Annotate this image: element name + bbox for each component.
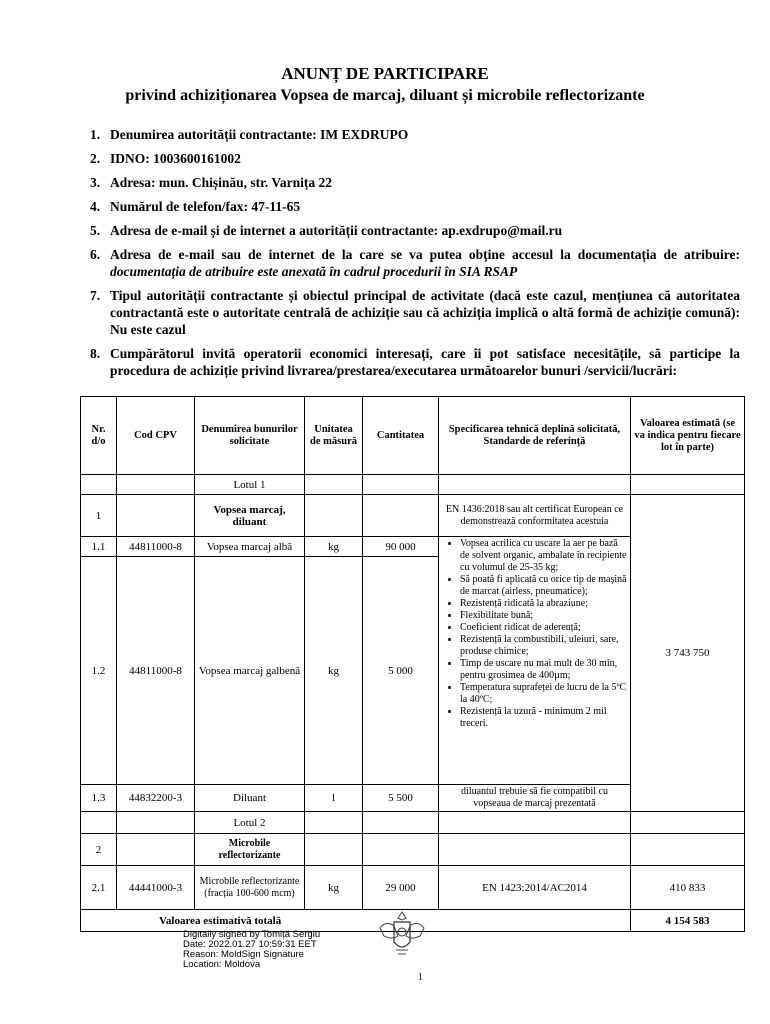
header-name: Denumirea bunurilor solicitate [195, 397, 305, 475]
group-spec: EN 1436:2018 sau alt certificat European ce demonstrează conformitatea acestuia [439, 495, 631, 537]
document-title: ANUNȚ DE PARTICIPARE [281, 64, 489, 83]
spec-item: • Flexibilitate bună; [460, 610, 627, 622]
row-nr: 1.2 [81, 557, 117, 785]
header-value: Valoarea estimată (se va indica pentru fiecare lot în parte) [631, 397, 745, 475]
info-list [90, 126, 740, 386]
row-name: Microbile reflectorizante (fracția 100-600 mcm) [195, 866, 305, 910]
item-text: Tipul autorității contractante și obiectul principal de activitate (dacă este cazul, mențiunea că autoritatea contractantă este o autoritate centrală de achiziție sau că achiziția implică o altă formă de achiziție comună): Nu este cazul [110, 288, 740, 337]
info-item-5 [90, 222, 740, 239]
item-text: Numărul de telefon/fax: 47-11-65 [110, 199, 301, 214]
item-number: 1. [90, 127, 101, 142]
table-row [81, 495, 745, 537]
goods-table [80, 396, 745, 932]
item-number: 5. [90, 223, 101, 238]
spec-item: • Rezistență ridicată la abraziune; [460, 598, 627, 610]
spec-item: • Rezistență la combustibili, uleiuri, sare, produse chimice; [460, 634, 627, 658]
header-spec: Specificarea tehnică deplină solicitată, Standarde de referință [439, 397, 631, 475]
item-text-italic: documentația de atribuire este anexată în cadrul procedurii în SIA RSAP [110, 264, 518, 279]
info-item-6 [90, 246, 740, 280]
header-qty: Cantitatea [363, 397, 439, 475]
info-item-1 [90, 126, 740, 143]
document-subtitle: privind achiziționarea Vopsea de marcaj, diluant și microbile reflectorizante [125, 87, 645, 104]
page-number: 1 [418, 972, 423, 983]
lot1-value: 3 743 750 [631, 495, 745, 812]
table-header-row [81, 397, 745, 475]
info-item-2 [90, 150, 740, 167]
spec-item: • Temperatura suprafeței de lucru de la 5ºC la 40ºC; [460, 682, 627, 706]
spec-list [442, 538, 627, 730]
item-number: 4. [90, 199, 101, 214]
header-unit: Unitatea de măsură [305, 397, 363, 475]
info-item-4 [90, 198, 740, 215]
row-cpv: 44441000-3 [117, 866, 195, 910]
row-spec: EN 1423:2014/AC2014 [439, 866, 631, 910]
row-qty: 5 500 [363, 785, 439, 812]
group-nr: 2 [81, 834, 117, 866]
table-row [81, 866, 745, 910]
group-name: Microbile reflectorizante [195, 834, 305, 866]
signature-line: Reason: MoldSign Signature [183, 949, 304, 960]
signature-line: Digitally signed by Tomiță Sergiu [183, 929, 321, 940]
lot1-label-row [81, 475, 745, 495]
item-number: 7. [90, 288, 101, 303]
group-nr: 1 [81, 495, 117, 537]
row-nr: 1.3 [81, 785, 117, 812]
item-text: Adresa: mun. Chișinău, str. Varnița 22 [110, 175, 333, 190]
spec-item: • Rezistență la uzură - minimum 2 mil treceri. [460, 706, 627, 730]
digital-signature [183, 930, 320, 970]
coat-of-arms-icon [372, 906, 432, 971]
row-unit: kg [305, 537, 363, 557]
info-item-8 [90, 345, 740, 379]
row-cpv: 44811000-8 [117, 557, 195, 785]
total-value: 4 154 583 [631, 910, 745, 932]
header-cpv: Cod CPV [117, 397, 195, 475]
spec-item: • Coeficient ridicat de aderență; [460, 622, 627, 634]
row-cpv: 44832200-3 [117, 785, 195, 812]
spec-item: • Să poată fi aplicată cu orice tip de mașină de marcat (airless, pneumatice); [460, 574, 627, 598]
row-cpv: 44811000-8 [117, 537, 195, 557]
item-number: 3. [90, 175, 101, 190]
row-nr: 1.1 [81, 537, 117, 557]
total-label: Valoarea estimativă totală [81, 910, 631, 932]
row-unit: kg [305, 557, 363, 785]
row-name: Vopsea marcaj galbenă [195, 557, 305, 785]
row-value: 410 833 [631, 866, 745, 910]
item-text: Denumirea autorității contractante: IM EXDRUPO [110, 127, 409, 142]
spec-item: • Vopsea acrilica cu uscare la aer pe bază de solvent organic, ambalate în recipiente cu volumul de 25-35 kg; [460, 538, 627, 574]
row-qty: 5 000 [363, 557, 439, 785]
info-item-3 [90, 174, 740, 191]
lot2-label-row [81, 812, 745, 834]
signature-line: Date: 2022.01.27 10:59:31 EET [183, 939, 317, 950]
row-name: Diluant [195, 785, 305, 812]
item-number: 6. [90, 247, 101, 262]
signature-line: Location: Moldova [183, 959, 261, 970]
row-qty: 29 000 [363, 866, 439, 910]
row-name: Vopsea marcaj albă [195, 537, 305, 557]
item-text: Adresa de e-mail sau de internet de la care se va putea obține accesul la documentația de atribuire: [110, 247, 740, 262]
row-unit: l [305, 785, 363, 812]
item-number: 2. [90, 151, 101, 166]
lot2-label: Lotul 2 [195, 812, 305, 834]
item-text: IDNO: 1003600161002 [110, 151, 241, 166]
group-name: Vopsea marcaj, diluant [195, 495, 305, 537]
header-nr: Nr. d/o [81, 397, 117, 475]
lot1-label: Lotul 1 [195, 475, 305, 495]
spec-item: • Timp de uscare nu mai mult de 30 min, pentru grosimea de 400µm; [460, 658, 627, 682]
item-text: Adresa de e-mail și de internet a autorității contractante: ap.exdrupo@mail.ru [110, 223, 563, 238]
spec-cell [439, 537, 631, 785]
item-number: 8. [90, 346, 101, 361]
row-qty: 90 000 [363, 537, 439, 557]
row-nr: 2.1 [81, 866, 117, 910]
diluant-spec: diluantul trebuie să fie compatibil cu vopseaua de marcaj prezentată [439, 785, 631, 812]
info-item-7 [90, 287, 740, 338]
item-text: Cumpărătorul invită operatorii economici interesați, care îi pot satisface necesitățile, să participe la procedura de achiziție privind livrarea/prestarea/executarea următoarelor bunuri /servicii/lucrări: [110, 346, 740, 378]
table-row [81, 834, 745, 866]
row-unit: kg [305, 866, 363, 910]
